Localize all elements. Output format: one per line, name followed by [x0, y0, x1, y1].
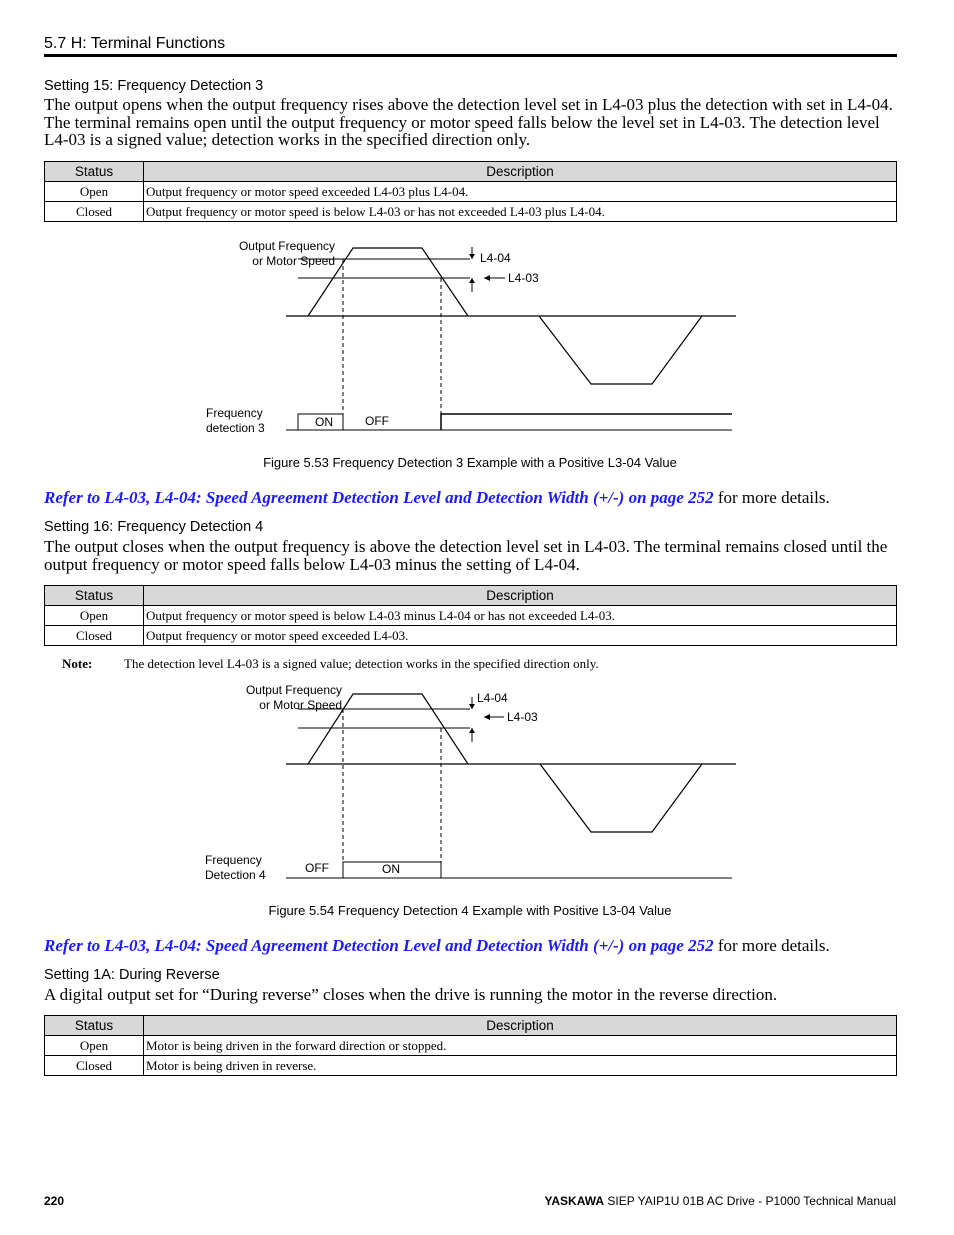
reference-tail: for more details.: [713, 936, 830, 955]
description-cell: Output frequency or motor speed is below L4-03 or has not exceeded L4-03 plus L4-04.: [144, 202, 897, 222]
l4-03-pointer-head: [484, 714, 490, 720]
reference-link[interactable]: Refer to L4-03, L4-04: Speed Agreement Detection Level and Detection Width (+/-) on page 252: [44, 488, 714, 507]
reference-tail: for more details.: [713, 488, 830, 507]
status-header: Status: [45, 586, 144, 606]
output-label-line-2: Detection 4: [205, 868, 266, 882]
status-cell: Open: [45, 606, 144, 626]
setting-16-description: [44, 538, 904, 573]
table-row: [45, 1056, 897, 1076]
speed-curve-negative: [540, 764, 702, 832]
speed-curve-negative: [539, 316, 702, 384]
status-cell: Closed: [45, 202, 144, 222]
l4-04-arrowhead-top: [469, 254, 475, 259]
setting-15-reference: [44, 488, 830, 508]
table-header-row: [45, 1016, 897, 1036]
setting-1a-description: [44, 986, 904, 1004]
footer-manual-title: [544, 1194, 896, 1208]
figure-5-54-caption: Figure 5.54 Frequency Detection 4 Example with Positive L3-04 Value: [268, 903, 672, 918]
setting-1a-title: Setting 1A: During Reverse: [44, 967, 220, 983]
description-cell: Motor is being driven in the forward direction or stopped.: [144, 1036, 897, 1056]
l4-04-arrowhead-bottom: [469, 728, 475, 733]
output-label-line-1: Frequency: [205, 853, 262, 867]
l4-03-label: L4-03: [507, 710, 538, 724]
description-cell: Output frequency or motor speed exceeded L4-03 plus L4-04.: [144, 182, 897, 202]
setting-16-line-1: The output closes when the output frequency is above the detection level set in L4-03. The terminal remains closed until the: [44, 537, 888, 556]
signal-state-a: OFF: [305, 861, 329, 875]
output-label-line-1: Frequency: [206, 406, 263, 420]
table-row: [45, 626, 897, 646]
setting-16-table: [44, 585, 897, 646]
setting-15-description: [44, 96, 904, 149]
status-header: Status: [45, 162, 144, 182]
figure-5-54-diagram: [0, 678, 954, 893]
note-text: The detection level L4-03 is a signed value; detection works in the specified direction only.: [124, 656, 599, 671]
setting-1a-table: [44, 1015, 897, 1076]
table-row: [45, 1036, 897, 1056]
note-label: Note:: [62, 656, 93, 671]
table-row: [45, 606, 897, 626]
setting-15-table: [44, 161, 897, 222]
setting-1a-line-1: A digital output set for “During reverse” closes when the drive is running the motor in the reverse direction.: [44, 985, 778, 1004]
l4-03-label: L4-03: [508, 271, 539, 285]
description-cell: Output frequency or motor speed is below L4-03 minus L4-04 or has not exceeded L4-03.: [144, 606, 897, 626]
figure-5-53-caption: Figure 5.53 Frequency Detection 3 Example with a Positive L3-04 Value: [263, 455, 677, 470]
setting-15-title: Setting 15: Frequency Detection 3: [44, 78, 264, 94]
section-header: [44, 35, 897, 57]
table-header-row: [45, 586, 897, 606]
l4-03-pointer-head: [484, 275, 490, 281]
description-cell: Motor is being driven in reverse.: [144, 1056, 897, 1076]
status-cell: Open: [45, 182, 144, 202]
signal-state-b: ON: [382, 862, 400, 876]
status-cell: Closed: [45, 1056, 144, 1076]
table-header-row: [45, 162, 897, 182]
page-number: 220: [44, 1194, 65, 1208]
setting-16-reference: [44, 936, 830, 956]
footer-manual-name: SIEP YAIP1U 01B AC Drive - P1000 Technical Manual: [604, 1194, 896, 1208]
figure-5-53-diagram: [0, 230, 954, 445]
l4-04-label: L4-04: [480, 251, 511, 265]
signal-high-level: [441, 414, 732, 430]
status-cell: Open: [45, 1036, 144, 1056]
y-axis-label-line-2: or Motor Speed: [259, 698, 342, 712]
status-cell: Closed: [45, 626, 144, 646]
y-axis-label-line-1: Output Frequency: [238, 239, 335, 253]
description-header: Description: [144, 1016, 897, 1036]
l4-04-arrowhead-bottom: [469, 278, 475, 283]
output-label-line-2: detection 3: [206, 421, 265, 435]
y-axis-label-line-1: Output Frequency: [245, 683, 342, 697]
setting-15-line-3: L4-03 is a signed value; detection works in the specified direction only.: [44, 130, 531, 149]
setting-15-line-1: The output opens when the output frequency rises above the detection level set in L4-03 plus the detection with set in L4-04.: [44, 95, 893, 114]
status-header: Status: [45, 1016, 144, 1036]
setting-16-line-2: output frequency or motor speed falls below L4-03 minus the setting of L4-04.: [44, 554, 580, 574]
description-header: Description: [144, 586, 897, 606]
setting-15-line-2: The terminal remains open until the output frequency or motor speed falls below the level set in L4-03. The detection level: [44, 112, 880, 132]
description-cell: Output frequency or motor speed exceeded L4-03.: [144, 626, 897, 646]
section-title: 5.7 H: Terminal Functions: [44, 35, 226, 52]
setting-16-note: [62, 656, 599, 672]
reference-link[interactable]: Refer to L4-03, L4-04: Speed Agreement Detection Level and Detection Width (+/-) on page 252: [44, 936, 714, 955]
l4-04-arrowhead-top: [469, 704, 475, 709]
footer-brand: YASKAWA: [544, 1194, 605, 1208]
setting-16-title: Setting 16: Frequency Detection 4: [44, 519, 264, 535]
l4-04-label: L4-04: [477, 691, 508, 705]
signal-state-a: ON: [315, 415, 333, 429]
description-header: Description: [144, 162, 897, 182]
signal-state-b: OFF: [365, 414, 389, 428]
y-axis-label-line-2: or Motor Speed: [252, 254, 335, 268]
table-row: [45, 182, 897, 202]
table-row: [45, 202, 897, 222]
